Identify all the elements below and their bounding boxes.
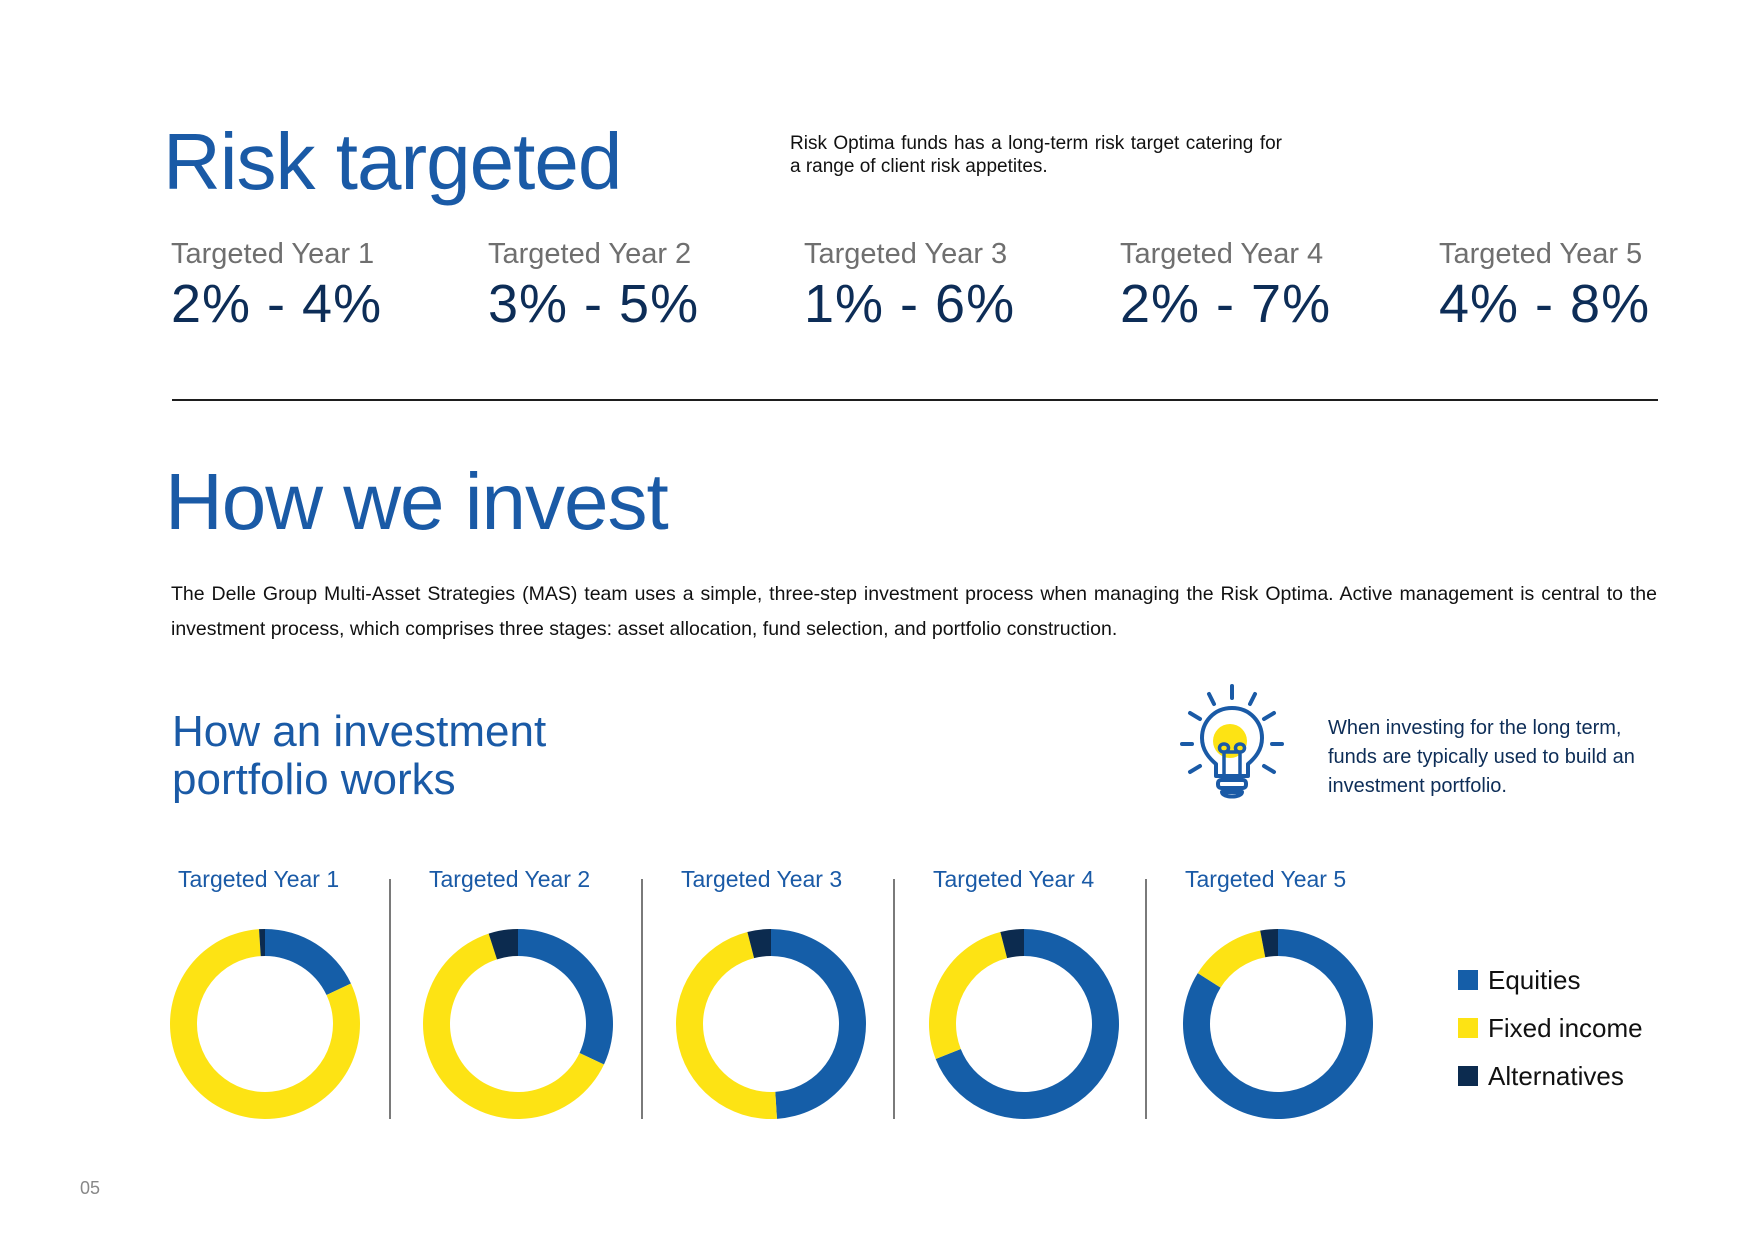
invest-body: The Delle Group Multi-Asset Strategies (MAS) team uses a simple, three-step investment process when managing the Risk Optima. Active management is central to the investment process, which comprises three stages: asset allocation, fund selection, and portfolio construction. <box>171 583 1657 640</box>
year-range: 2% - 4% <box>171 274 383 334</box>
risk-title: Risk targeted <box>163 117 622 206</box>
year-range: 2% - 7% <box>1120 274 1332 334</box>
donut-slice-year-4-fixed-income <box>929 932 1007 1059</box>
risk-intro: Risk Optima funds has a long-term risk target catering for a range of client risk appetites. <box>790 133 1282 177</box>
chart-legend <box>1458 956 1643 1100</box>
legend-swatch <box>1458 970 1478 990</box>
page-number: 05 <box>80 1178 101 1198</box>
year-label: Targeted Year 3 <box>804 238 1008 270</box>
chart-title-year-2: Targeted Year 2 <box>429 866 591 892</box>
legend-label: Equities <box>1488 964 1581 995</box>
donut-slice-year-3-equities <box>771 929 866 1119</box>
legend-item-equities <box>1458 956 1643 1004</box>
year-label: Targeted Year 1 <box>171 238 375 270</box>
year-range: 3% - 5% <box>488 274 700 334</box>
invest-title: How we invest <box>165 457 668 546</box>
donut-slice-year-1-equities <box>265 929 351 995</box>
year-range: 4% - 8% <box>1439 274 1651 334</box>
portfolio-tip: When investing for the long term, funds are typically used to build an investment portfolio. <box>1328 717 1635 797</box>
legend-item-fixed-income <box>1458 1004 1643 1052</box>
donut-slice-year-2-equities <box>518 929 613 1064</box>
portfolio-title-line2: portfolio works <box>172 755 456 804</box>
portfolio-title-line1: How an investment <box>172 707 547 756</box>
year-range: 1% - 6% <box>804 274 1016 334</box>
chart-title-year-5: Targeted Year 5 <box>1185 866 1347 892</box>
chart-title-year-1: Targeted Year 1 <box>178 866 340 892</box>
year-label: Targeted Year 4 <box>1120 238 1324 270</box>
donut-slice-year-5-fixed-income <box>1198 931 1265 988</box>
legend-swatch <box>1458 1066 1478 1086</box>
legend-label: Fixed income <box>1488 1012 1643 1043</box>
legend-swatch <box>1458 1018 1478 1038</box>
chart-title-year-3: Targeted Year 3 <box>681 866 843 892</box>
donut-slice-year-3-fixed-income <box>676 932 777 1119</box>
legend-item-alternatives <box>1458 1052 1643 1100</box>
chart-title-year-4: Targeted Year 4 <box>933 866 1095 892</box>
legend-label: Alternatives <box>1488 1060 1624 1091</box>
year-label: Targeted Year 5 <box>1439 238 1643 270</box>
year-label: Targeted Year 2 <box>488 238 692 270</box>
